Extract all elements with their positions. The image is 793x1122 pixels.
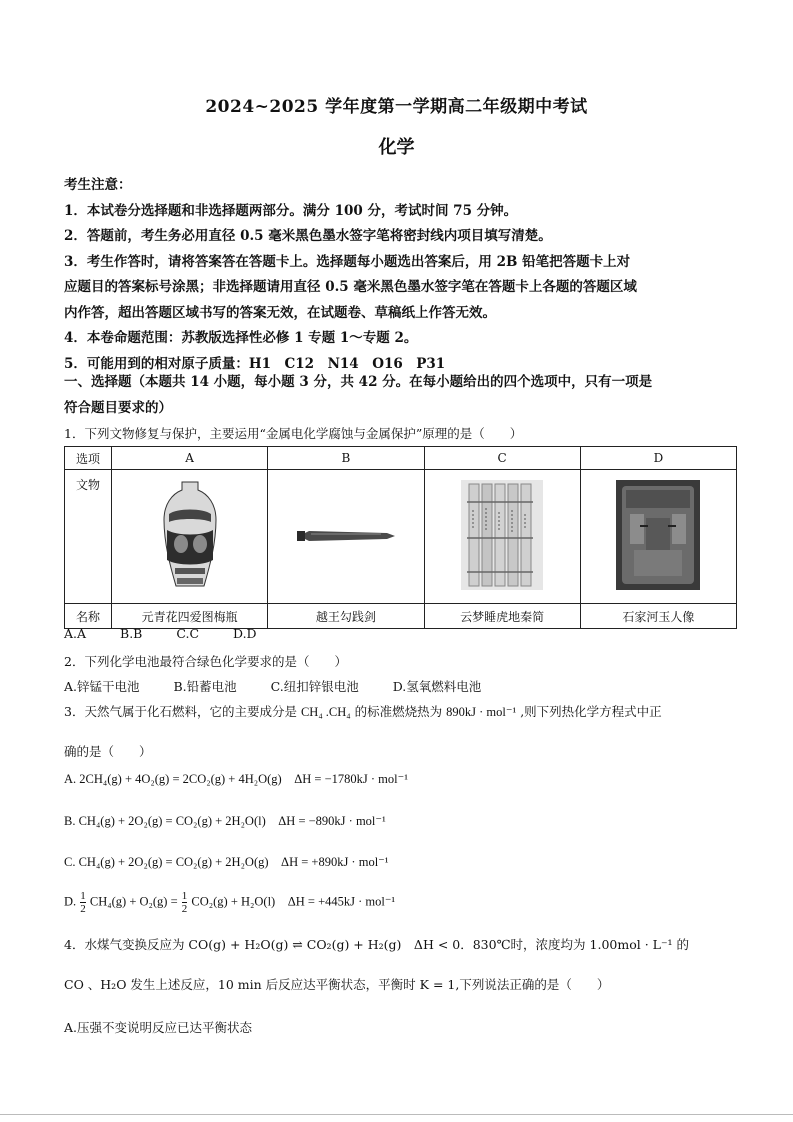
table-header-option: B — [268, 447, 424, 470]
notice-item: 2．答题前，考生务必用直径 0.5 毫米黑色墨水签字笔将密封线内项目填写清楚。 — [64, 228, 552, 244]
table-header-label: 选项 — [65, 447, 112, 470]
q3-option-b[interactable]: B. CH₄(g) + 2O₂(g) = CO₂(g) + 2H₂O(l) ΔH = −890kJ · mol⁻¹ — [64, 814, 386, 828]
bamboo-slips-image — [461, 480, 543, 590]
equation-part: CO₂(g) + H₂O(l) ΔH = +445kJ · mol⁻¹ — [191, 894, 396, 909]
notice-item: 4．本卷命题范围：苏教版选择性必修 1 专题 1～专题 2。 — [64, 330, 418, 346]
section-line: 符合题目要求的） — [64, 399, 172, 416]
q3-option-d[interactable] — [64, 890, 395, 915]
fraction — [182, 890, 188, 915]
q3-text: 的标准燃烧热为 — [354, 704, 443, 719]
artifact-name: 越王勾践剑 — [268, 604, 424, 629]
question-2-choices — [64, 677, 511, 695]
q3-text: 3．天然气属于化石燃料，它的主要成分是 — [64, 704, 297, 719]
notice-item: 1．本试卷分选择题和非选择题两部分。满分 100 分，考试时间 75 分钟。 — [64, 202, 518, 219]
question-3-stem-line2: 确的是（ ） — [64, 744, 152, 759]
notice-heading: 考生注意： — [64, 177, 132, 193]
q3-option-c[interactable]: C. CH₄(g) + 2O₂(g) = CO₂(g) + 2H₂O(g) ΔH = +890kJ · mol⁻¹ — [64, 855, 389, 869]
table-header-option: D — [580, 447, 736, 470]
notice-item: 5．可能用到的相对原子质量：H1 C12 N14 O16 P31 — [64, 355, 446, 372]
section-heading — [64, 370, 734, 421]
artifact-name: 元青花四爱图梅瓶 — [112, 604, 268, 629]
q3-option-a[interactable]: A. 2CH₄(g) + 4O₂(g) = 2CO₂(g) + 4H₂O(g) ΔH = −1780kJ · mol⁻¹ — [64, 772, 408, 786]
choice-option[interactable]: D.氢氧燃料电池 — [392, 679, 482, 694]
table-header-option: A — [112, 447, 268, 470]
q3-text: ,则下列热化学方程式中正 — [520, 704, 662, 719]
question-1-stem: 1．下列文物修复与保护，主要运用“金属电化学腐蚀与金属保护”原理的是（ ） — [64, 426, 523, 441]
porcelain-vase-image — [155, 478, 225, 592]
bronze-sword-image — [295, 495, 397, 575]
q3-value: 890kJ · mol⁻¹ — [446, 705, 517, 719]
choice-option[interactable]: D.D — [233, 626, 257, 641]
fraction-numerator: 1 — [80, 890, 86, 902]
exam-title: 2024~2025 学年度第一学期高二年级期中考试 — [205, 97, 588, 117]
table-row-label: 文物 — [65, 470, 112, 604]
notice-item: 内作答，超出答题区域书写的答案无效，在试题卷、草稿纸上作答无效。 — [64, 304, 496, 321]
notice-item: 3．考生作答时，请将答案答在答题卡上。选择题每小题选出答案后，用 2B 铅笔把答题卡上对 — [64, 253, 631, 270]
choice-option[interactable]: A.锌锰干电池 — [64, 679, 140, 694]
option-prefix: D. — [64, 894, 77, 909]
jade-figure-image — [616, 480, 700, 590]
fraction — [80, 890, 86, 915]
page-bottom-rule — [0, 1114, 793, 1115]
notice-block — [64, 173, 734, 377]
artifact-cell-a — [112, 470, 268, 604]
question-4-stem: 4．水煤气变换反应为 CO(g) + H₂O(g) ⇌ CO₂(g) + H₂(g) ΔH < 0．830℃时，浓度均为 1.00mol · L⁻¹ 的 — [64, 937, 690, 952]
fraction-numerator: 1 — [181, 890, 188, 902]
choice-option[interactable]: A.A — [64, 626, 87, 641]
artifact-name: 石家河玉人像 — [580, 604, 736, 629]
fraction-denominator: 2 — [80, 903, 86, 915]
section-line: 一、选择题（本题共 14 小题，每小题 3 分，共 42 分。在每小题给出的四个选项中，只有一项是 — [64, 374, 653, 390]
question-1-choices — [64, 626, 287, 641]
question-3-stem — [64, 702, 734, 720]
question-2-stem: 2．下列化学电池最符合绿色化学要求的是（ ） — [64, 654, 347, 669]
notice-item: 应题目的答案标号涂黑；非选择题请用直径 0.5 毫米黑色墨水签字笔在答题卡上各题的答题区域 — [64, 279, 637, 295]
subject-title: 化学 — [378, 137, 415, 158]
question-4-stem-line2: CO 、H₂O 发生上述反应，10 min 后反应达平衡状态，平衡时 K = 1,下列说法正确的是（ ） — [64, 977, 610, 992]
choice-option[interactable]: C.纽扣锌银电池 — [270, 679, 359, 694]
q4-option-a[interactable]: A.压强不变说明反应已达平衡状态 — [64, 1020, 253, 1035]
table-row-label: 名称 — [65, 604, 112, 629]
artifact-cell-d — [580, 470, 736, 604]
equation-part: CH₄(g) + O₂(g) = — [89, 894, 178, 909]
artifact-name: 云梦睡虎地秦简 — [424, 604, 580, 629]
artifact-cell-b — [268, 470, 424, 604]
choice-option[interactable]: B.B — [120, 626, 143, 641]
fraction-denominator: 2 — [181, 903, 188, 915]
table-header-option: C — [424, 447, 580, 470]
choice-option[interactable]: B.铅蓄电池 — [173, 679, 237, 694]
choice-option[interactable]: C.C — [176, 626, 200, 641]
artifact-table — [64, 446, 737, 629]
artifact-cell-c — [424, 470, 580, 604]
q3-species: CH₄ .CH₄ — [300, 705, 351, 719]
